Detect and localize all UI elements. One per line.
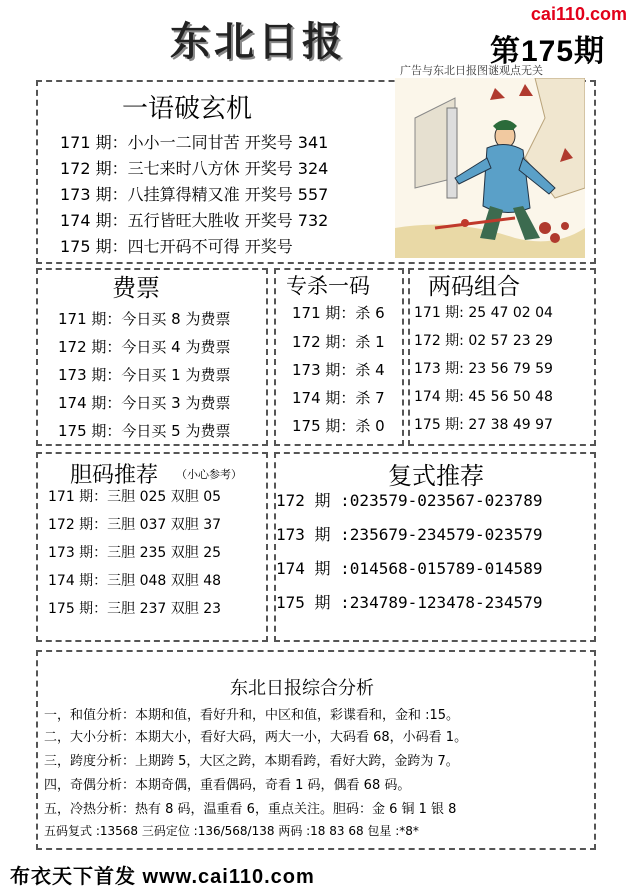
analysis-line: 二，大小分析：本期大小，看好大码，两大一小，大码看 68，小码看 1。 <box>44 730 468 745</box>
feipiao-row: 171 期：今日买 8 为费票 <box>58 310 231 328</box>
danma-row: 175 期：三胆 237 双胆 23 <box>48 601 222 617</box>
feipiao-row: 174 期：今日买 3 为费票 <box>58 394 231 412</box>
zhuansha-row: 171 期：杀 6 <box>292 304 385 322</box>
analysis-line: 五，冷热分析：热有 8 码，温重看 6，重点关注。胆码：金 6 铜 1 银 8 <box>44 802 457 817</box>
analysis-line: 五码复式 :13568 三码定位 :136/568/138 两码 :18 83 68 包星 :*8* <box>44 824 419 838</box>
feipiao-row: 175 期：今日买 5 为费票 <box>58 422 231 440</box>
zhuansha-row: 174 期：杀 7 <box>292 389 385 407</box>
fushi-row: 173 期 :235679-234579-023579 <box>276 525 543 544</box>
danma-row: 173 期：三胆 235 双胆 25 <box>48 545 222 561</box>
yiyu-row: 173 期：八挂算得精又准 开奖号 557 <box>60 185 329 204</box>
liangma-row: 171 期: 25 47 02 04 <box>414 305 553 321</box>
danma-row: 172 期：三胆 037 双胆 37 <box>48 517 222 533</box>
site-name: cai110.com <box>530 4 627 24</box>
danma-row: 174 期：三胆 048 双胆 48 <box>48 573 222 589</box>
analysis-title: 东北日报综合分析 <box>230 678 374 699</box>
feipiao-title: 费票 <box>112 274 160 302</box>
analysis-line: 四，奇偶分析：本期奇偶，重看偶码，奇看 1 码，偶看 68 码。 <box>44 778 411 793</box>
zhuansha-row: 173 期：杀 4 <box>292 361 385 379</box>
fushi-title: 复式推荐 <box>388 462 484 490</box>
danma-title: 胆码推荐 <box>70 463 159 488</box>
danma-note: （小心参考） <box>176 468 242 481</box>
yiyu-title: 一语破玄机 <box>122 94 253 124</box>
scholar-illustration <box>395 78 585 258</box>
liangma-row: 172 期: 02 57 23 29 <box>414 333 553 349</box>
zhuansha-row: 175 期：杀 0 <box>292 417 385 435</box>
page-title: 东北日报 <box>170 19 346 65</box>
disclaimer: 广告与东北日报图谜观点无关 <box>400 64 543 77</box>
liangma-row: 175 期: 27 38 49 97 <box>414 417 553 433</box>
liangma-title: 两码组合 <box>428 274 520 300</box>
footer-text: 布衣天下首发 www.cai110.com <box>10 866 315 888</box>
liangma-row: 173 期: 23 56 79 59 <box>414 361 553 377</box>
fushi-row: 175 期 :234789-123478-234579 <box>276 593 543 612</box>
fushi-row: 174 期 :014568-015789-014589 <box>276 559 543 578</box>
feipiao-row: 173 期：今日买 1 为费票 <box>58 366 231 384</box>
zhuansha-title: 专杀一码 <box>286 274 370 298</box>
zhuansha-row: 172 期：杀 1 <box>292 333 385 351</box>
analysis-line: 一，和值分析：本期和值，看好升和，中区和值，彩谍看和，金和 :15。 <box>44 708 460 723</box>
analysis-line: 三，跨度分析：上期跨 5，大区之跨，本期看跨，看好大跨，金跨为 7。 <box>44 754 459 769</box>
fushi-row: 172 期 :023579-023567-023789 <box>276 491 543 510</box>
issue-number: 第175期 <box>490 35 606 68</box>
feipiao-row: 172 期：今日买 4 为费票 <box>58 338 231 356</box>
liangma-row: 174 期: 45 56 50 48 <box>414 389 553 405</box>
yiyu-row: 174 期：五行皆旺大胜收 开奖号 732 <box>60 211 329 230</box>
yiyu-row: 172 期：三七来时八方休 开奖号 324 <box>60 159 329 178</box>
danma-row: 171 期：三胆 025 双胆 05 <box>48 489 222 505</box>
yiyu-row: 175 期：四七开码不可得 开奖号 <box>60 237 293 256</box>
yiyu-row: 171 期：小小一二同甘苦 开奖号 341 <box>60 133 329 152</box>
